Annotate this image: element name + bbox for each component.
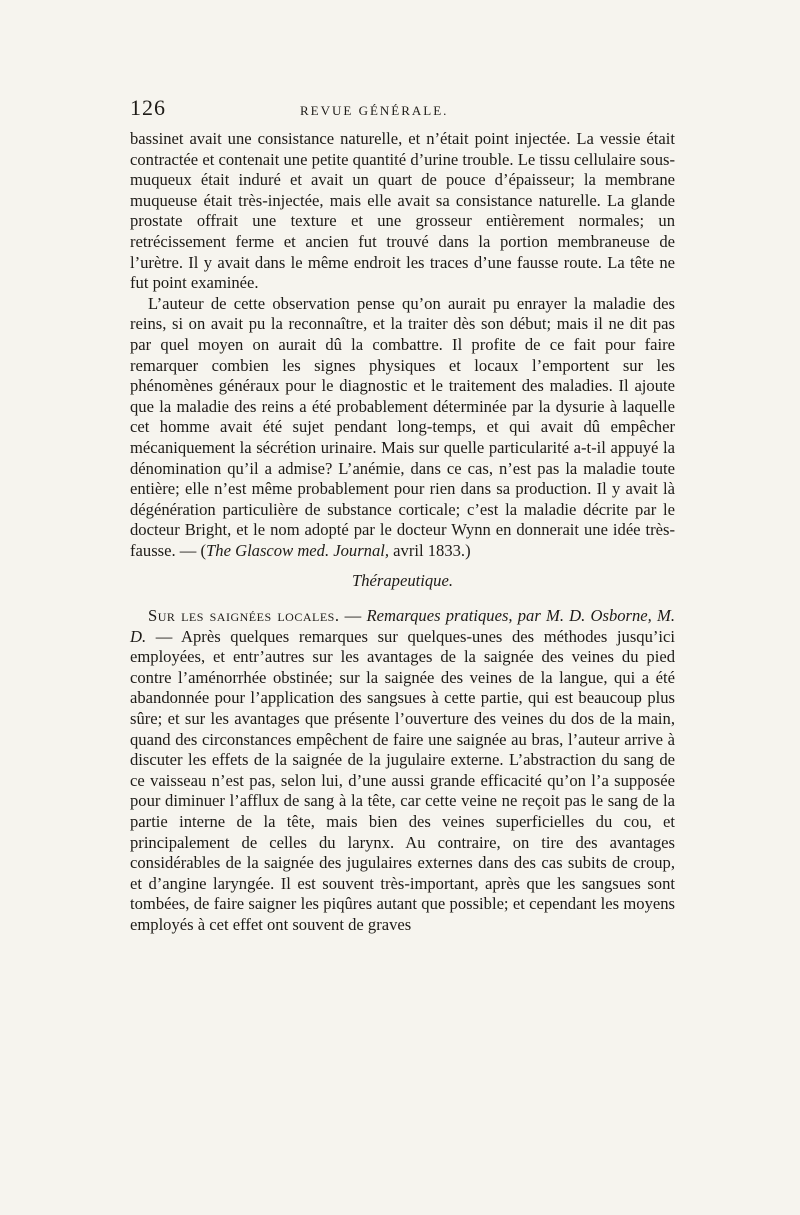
citation-date: avril 1833.) [389,540,471,560]
page-number: 126 [130,95,166,120]
paragraph-text: L’auteur de cette observation pense qu’on aurait pu enrayer la maladie des reins, si on avait pu la reconnaître, et la traiter dès son début; mais il ne dit pas par quel moyen on aurait dû la combattre. Il profite de ce fait pour faire remarquer combien les signes physiques et locaux l’emportent sur les phénomènes généraux pour le diagnostic et le traitement des maladies. Il ajoute que la maladie des reins a été probablement déterminée par la dysurie à laquelle cet homme avait été sujet pendant long-temps, et qui avait dû empêcher mécaniquement la sécrétion urinaire. Mais sur quelle particularité a-t-il appuyé la dénomination qu’il a admise? L’anémie, dans ce cas, n’est pas la maladie toute entière; elle n’est même probablement pour rien dans sa production. Il y avait là dégénération particulière de substance corticale; c’est la maladie décrite par le docteur Bright, et le nom adopté par le docteur Wynn en donnerait une idée très-fausse. — ( [130,293,675,560]
body-text [130,129,675,936]
paragraph-text: — Après quelques remarques sur quelques-unes des méthodes jusqu’ici employées, et entr’autres sur les avantages de la saignée des veines du pied contre l’aménorrhée obstinée; sur la saignée des veines de la langue, qui a été abandonnée pour l’application des sangsues à cette partie, qui est beaucoup plus sûre; et sur les avantages que présente l’ouverture des veines du dos de la main, quand des circonstances empêchent de faire une saignée au bras, l’auteur arrive à discuter les effets de la saignée de la jugulaire externe. L’abstraction du sang de ce vaisseau n’est pas, selon lui, d’une aussi grande efficacité qu’on l’a supposée pour diminuer l’afflux de sang à la tête, car cette veine ne reçoit pas le sang de la partie interne de la tête, mais bien des veines superficielles du cou, et principalement de celles du larynx. Au contraire, on tire des avantages considérables de la saignée des jugulaires externes dans des cas subits de croup, et d’angine laryngée. Il est souvent très-important, après que les sangsues sont tombées, de faire saigner les piqûres autant que possible; et cependant les moyens employés à cet effet ont souvent de graves [130,626,675,934]
article-title: Sur les saignées locales. [148,606,340,626]
paragraph-local-bleeding [130,606,675,936]
article-subtitle: Remarques pratiques, par M. D. Osborne, M. D. [130,606,675,646]
page-header [130,95,675,125]
running-title: REVUE GÉNÉRALE. [300,103,449,118]
journal-title: The Glascow med. Journal, [206,540,390,560]
paragraph-continuation: bassinet avait une consistance naturelle, et n’était point injectée. La vessie était contractée et contenait une petite quantité d’urine trouble. Le tissu cellulaire sous-muqueux était induré et avait un quart de pouce d’épaisseur; la membrane muqueuse était très-injectée, mais elle avait sa consistance naturelle. La glande prostate offrait une texture et une grosseur entièrement normales; un retrécissement ferme et ancien fut trouvé dans la portion membraneuse de l’urètre. Il y avait dans le même endroit les traces d’une fausse route. La tête ne fut point examinée. [130,129,675,293]
section-heading: Thérapeutique. [352,571,453,591]
paragraph-author-observation [130,294,675,562]
title-dash: — [339,606,367,626]
